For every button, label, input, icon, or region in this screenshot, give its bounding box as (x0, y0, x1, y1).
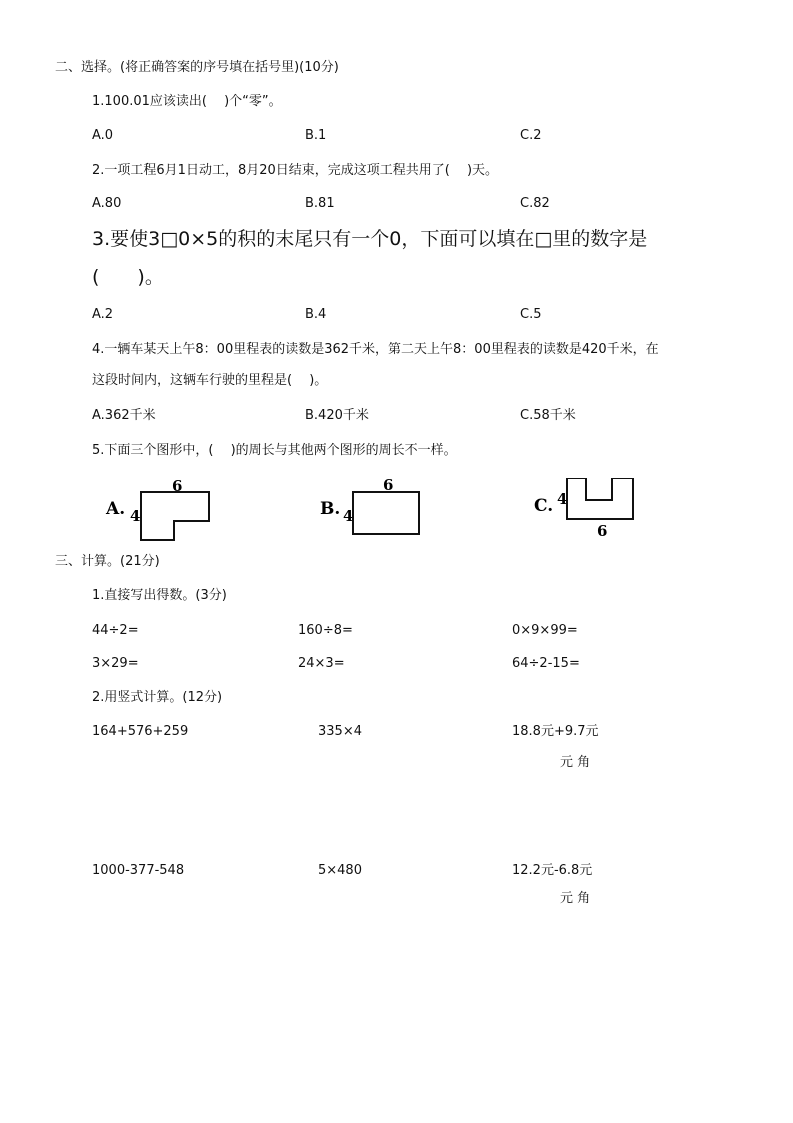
calc-item-3: 0×9×99= (512, 623, 578, 638)
section3-heading: 三、计算。(21分) (55, 554, 160, 569)
figure-b-side: 4 (343, 507, 354, 525)
q3-text-line2: ( )。 (92, 266, 164, 288)
q4-option-b: B.420千米 (305, 408, 369, 423)
q4-option-c: C.58千米 (520, 408, 576, 423)
q2-text: 2.一项工程6月1日动工，8月20日结束，完成这项工程共用了( )天。 (92, 163, 499, 178)
vertical-item-5: 5×480 (318, 863, 362, 878)
figure-c-bottom: 6 (597, 522, 608, 540)
q4-option-a: A.362千米 (92, 408, 156, 423)
figure-a-side: 4 (130, 507, 141, 525)
q4-text-line1: 4.一辆车某天上午8：00里程表的读数是362千米，第二天上午8：00里程表的读数是420千米，在 (92, 342, 659, 357)
calc-item-6: 64÷2-15= (512, 656, 580, 671)
part2-title: 2.用竖式计算。(12分) (92, 690, 223, 705)
q3-option-a: A.2 (92, 307, 114, 322)
unit-label-2: 元 角 (560, 891, 591, 906)
q5-text: 5.下面三个图形中，( )的周长与其他两个图形的周长不一样。 (92, 443, 457, 458)
figure-a (100, 478, 220, 547)
q3-option-b: B.4 (305, 307, 327, 322)
vertical-item-1: 164+576+259 (92, 724, 189, 739)
figure-b (318, 478, 428, 547)
calc-item-5: 24×3= (298, 656, 345, 671)
q1-option-b: B.1 (305, 128, 327, 143)
q3-option-c: C.5 (520, 307, 542, 322)
figure-c-shape (567, 478, 633, 519)
q3-text-line1: 3.要使3□0×5的积的末尾只有一个0，下面可以填在□里的数字是 (92, 228, 648, 250)
q2-option-b: B.81 (305, 196, 335, 211)
q1-option-a: A.0 (92, 128, 114, 143)
figure-c (532, 478, 642, 547)
vertical-item-3: 18.8元+9.7元 (512, 724, 599, 739)
vertical-item-2: 335×4 (318, 724, 362, 739)
unit-label-1: 元 角 (560, 755, 591, 770)
section2-heading: 二、选择。(将正确答案的序号填在括号里)(10分) (55, 60, 339, 75)
figure-a-label: A. (106, 499, 126, 519)
figure-a-top: 6 (172, 478, 183, 495)
q4-text-line2: 这段时间内，这辆车行驶的里程是( )。 (92, 373, 328, 388)
q2-option-a: A.80 (92, 196, 122, 211)
figure-a-shape (141, 492, 209, 540)
q2-option-c: C.82 (520, 196, 550, 211)
vertical-item-4: 1000-377-548 (92, 863, 185, 878)
part1-title: 1.直接写出得数。(3分) (92, 588, 227, 603)
figure-c-label: C. (534, 496, 554, 516)
figure-b-top: 6 (383, 478, 394, 494)
figure-b-shape (353, 492, 419, 534)
q1-option-c: C.2 (520, 128, 542, 143)
figure-b-label: B. (320, 499, 341, 519)
figure-c-side: 4 (557, 490, 568, 508)
calc-item-4: 3×29= (92, 656, 139, 671)
calc-item-2: 160÷8= (298, 623, 353, 638)
q1-text: 1.100.01应该读出( )个“零”。 (92, 94, 282, 109)
calc-item-1: 44÷2= (92, 623, 139, 638)
vertical-item-6: 12.2元-6.8元 (512, 863, 593, 878)
